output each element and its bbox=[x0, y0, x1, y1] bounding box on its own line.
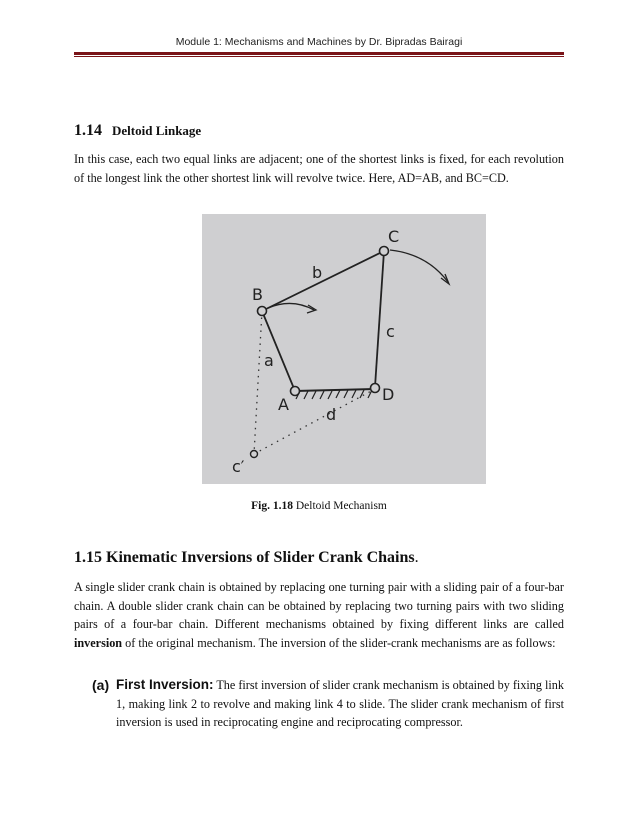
label-link-d: d bbox=[326, 405, 337, 424]
link-c-line bbox=[375, 251, 384, 387]
label-joint-d: D bbox=[382, 385, 395, 404]
joint-d bbox=[371, 384, 380, 393]
paragraph-part-1: A single slider crank chain is obtained by replacing one turning pair with a sliding pair of a four-bar chain. A double slider crank chain can be obtained by replacing two turning pairs with two sliding pairs of a four-bar chain. Different mechanisms obtained by fixing different links are called bbox=[74, 580, 564, 631]
dotted-a-to-cprime bbox=[254, 311, 262, 454]
section-heading-1-15 bbox=[74, 549, 419, 567]
label-link-c: c bbox=[386, 322, 395, 341]
deltoid-mechanism-photo bbox=[202, 214, 486, 484]
paragraph-bold-term: inversion bbox=[74, 635, 123, 650]
joint-b bbox=[258, 307, 267, 316]
label-joint-a: A bbox=[278, 395, 289, 414]
section-15-title: 1.15 Kinematic Inversions of Slider Crank Chains bbox=[74, 549, 415, 566]
list-item-lead: First Inversion: bbox=[116, 677, 214, 692]
deltoid-sketch bbox=[202, 214, 486, 484]
section-heading-1-14 bbox=[74, 122, 201, 140]
dotted-d-to-cprime bbox=[254, 389, 375, 454]
label-joint-c: C bbox=[388, 227, 400, 246]
section-title: Deltoid Linkage bbox=[112, 123, 202, 138]
joint-a bbox=[291, 387, 300, 396]
list-item-body bbox=[116, 676, 564, 732]
paragraph-part-2: of the original mechanism. The inversion of the slider-crank mechanisms are as follows: bbox=[122, 635, 556, 650]
page-header: Module 1: Mechanisms and Machines by Dr. Bipradas Bairagi bbox=[175, 36, 463, 48]
label-joint-b: B bbox=[252, 285, 263, 304]
slider-crank-paragraph bbox=[74, 578, 564, 652]
figure-caption bbox=[0, 500, 638, 512]
link-b-line bbox=[262, 251, 384, 311]
list-item-text: The first inversion of slider crank mechanism is obtained by fixing link 1, making link 2 to revolve and making link 4 to slide. The slider crank mechanism of first inversion is used in reciprocating engine and reciprocating compressor. bbox=[116, 678, 564, 729]
section-15-title-tail: . bbox=[414, 549, 419, 566]
list-marker: (a) bbox=[92, 677, 110, 693]
label-link-a: a bbox=[264, 351, 274, 370]
label-c-prime: c′ bbox=[232, 457, 245, 476]
joint-c-prime bbox=[251, 451, 258, 458]
joint-c bbox=[380, 247, 389, 256]
section-number: 1.14 bbox=[74, 122, 102, 139]
header-rule-thick bbox=[74, 52, 564, 55]
label-link-b: b bbox=[312, 263, 323, 282]
ground-hatching bbox=[296, 390, 372, 399]
deltoid-paragraph: In this case, each two equal links are adjacent; one of the shortest links is fixed, for each revolution of the longest link the other shortest link will revolve twice. Here, AD=AB, and BC=CD. bbox=[74, 152, 564, 185]
caption-text: Deltoid Mechanism bbox=[292, 500, 387, 512]
rotation-arc-c bbox=[390, 250, 448, 282]
caption-label: Fig. 1.18 bbox=[251, 500, 293, 512]
header-rule-thin bbox=[74, 56, 564, 57]
list-item-first-inversion bbox=[92, 676, 564, 732]
